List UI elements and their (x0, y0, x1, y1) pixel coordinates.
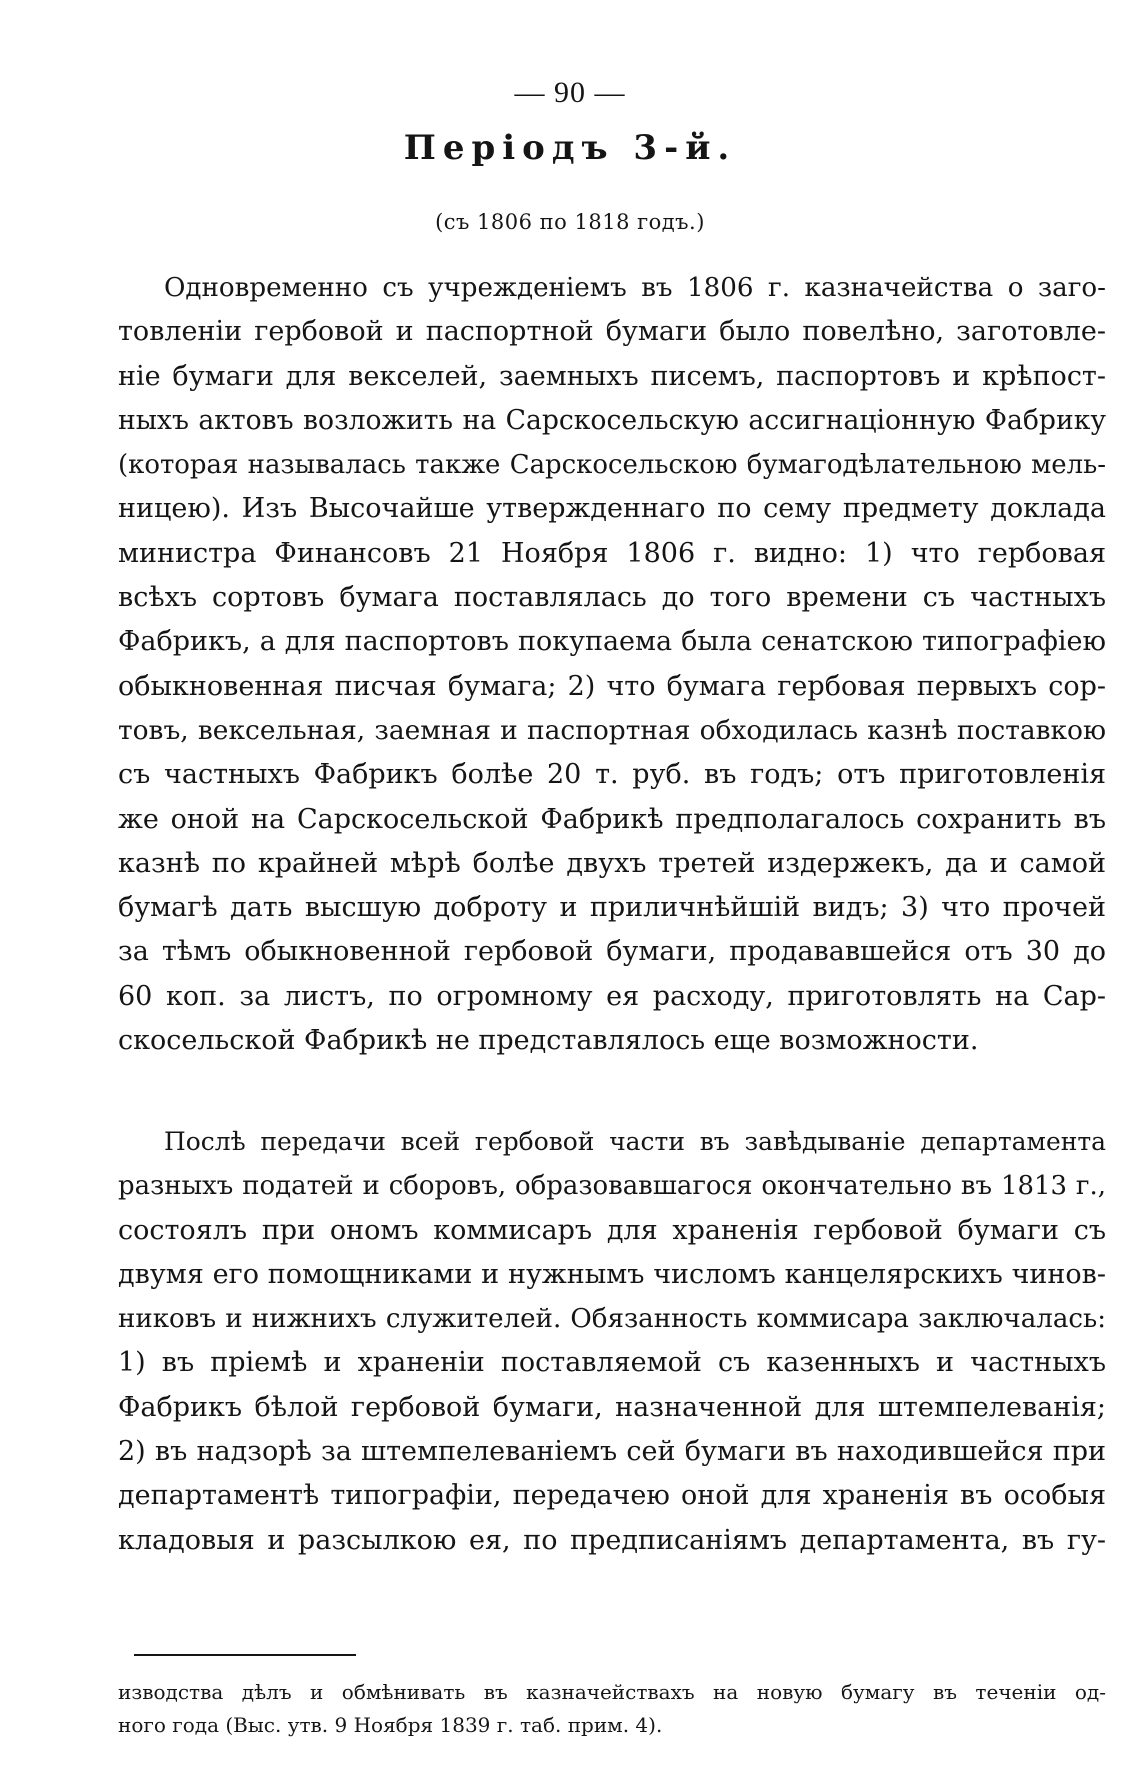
footnote-line: изводства дѣлъ и обмѣнивать въ казначействахъ на новую бумагу въ теченіи од- (118, 1680, 1106, 1704)
text-line: же оной на Сарскосельской Фабрикѣ предполагалось сохранить въ (118, 803, 1106, 835)
text-line: 2) въ надзорѣ за штемпелеваніемъ сей бумаги въ находившейся при (118, 1436, 1106, 1468)
text-line: никовъ и нижнихъ служителей. Обязанность коммисара заключалась: (118, 1304, 1106, 1335)
text-line: двумя его помощниками и нужнымъ числомъ канцелярскихъ чинов- (118, 1258, 1106, 1290)
text-line: состоялъ при ономъ коммисаръ для храненія гербовой бумаги съ (118, 1214, 1106, 1246)
text-line: 1) въ пріемѣ и храненіи поставляемой съ казенныхъ и частныхъ (118, 1347, 1106, 1379)
section-heading: Періодъ 3-й. (403, 128, 737, 168)
text-line: всѣхъ сортовъ бумага поставлялась до того времени съ частныхъ (118, 582, 1106, 614)
text-line: министра Финансовъ 21 Ноября 1806 г. видно: 1) что гербовая (118, 537, 1106, 569)
text-line: обыкновенная писчая бумага; 2) что бумага гербовая первыхъ сор- (118, 670, 1106, 702)
text-line: Послѣ передачи всей гербовой части въ завѣдываніе департамента (164, 1127, 1106, 1156)
paragraph-2 (118, 1120, 1106, 1563)
text-line: Фабрикъ, а для паспортовъ покупаема была сенатскою типографіею (118, 626, 1106, 658)
section-subheading: (съ 1806 по 1818 годъ.) (435, 210, 705, 234)
text-line: разныхъ податей и сборовъ, образовавшагося окончательно въ 1813 г., (118, 1171, 1106, 1202)
page-number: — 90 — (514, 76, 626, 109)
text-line: съ частныхъ Фабрикъ болѣе 20 т. руб. въ годъ; отъ приготовленія (118, 759, 1106, 791)
footnote-line: ного года (Выс. утв. 9 Ноября 1839 г. таб. прим. 4). (118, 1713, 663, 1737)
text-line: за тѣмъ обыкновенной гербовой бумаги, продававшейся отъ 30 до (118, 936, 1106, 968)
text-line: товленіи гербовой и паспортной бумаги было повелѣно, заготовле- (118, 316, 1106, 348)
text-line: департаментѣ типографіи, передачею оной для храненія въ особыя (118, 1480, 1106, 1512)
text-line: скосельской Фабрикѣ не представлялось еще возможности. (118, 1025, 979, 1057)
footnote-divider (134, 1654, 356, 1656)
text-line: ныхъ актовъ возложить на Сарскосельскую ассигнаціонную Фабрику (118, 404, 1106, 436)
text-line: бумагѣ дать высшую доброту и приличнѣйшій видъ; 3) что прочей (118, 892, 1106, 924)
text-line: казнѣ по крайней мѣрѣ болѣе двухъ третей издержекъ, да и самой (118, 847, 1106, 879)
paragraph-1 (118, 266, 1106, 1063)
text-line: товъ, вексельная, заемная и паспортная обходилась казнѣ поставкою (118, 714, 1106, 746)
text-line: кладовыя и разсылкою ея, по предписаніямъ департамента, въ гу- (118, 1524, 1106, 1556)
text-line: ніе бумаги для векселей, заемныхъ писемъ, паспортовъ и крѣпост- (118, 360, 1106, 392)
text-line: 60 коп. за листъ, по огромному ея расходу, приготовлять на Сар- (118, 980, 1106, 1012)
text-line: Фабрикъ бѣлой гербовой бумаги, назначенной для штемпелеванія; (118, 1391, 1106, 1423)
text-line: Одновременно съ учрежденіемъ въ 1806 г. казначейства о заго- (164, 273, 1106, 303)
text-line: (которая называлась также Сарскосельскою бумагодѣлательною мель- (118, 450, 1106, 481)
text-line: ницею). Изъ Высочайше утвержденнаго по сему предмету доклада (118, 493, 1106, 525)
footnote (118, 1676, 1106, 1742)
